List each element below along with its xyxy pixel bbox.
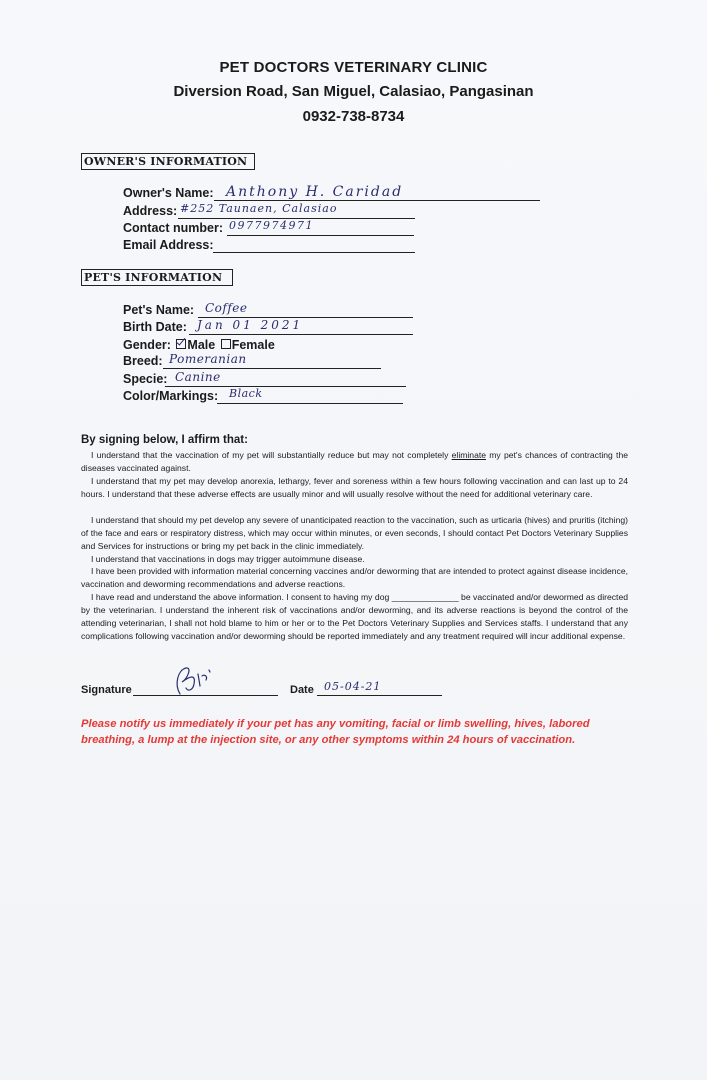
pet-specie-line bbox=[165, 386, 406, 387]
female-checkbox[interactable] bbox=[221, 339, 231, 349]
pet-birthdate-line bbox=[189, 334, 413, 335]
affirm-p1-text: I understand that the vaccination of my pet will substantially reduce but may not completely bbox=[91, 450, 452, 460]
post-vaccination-notice: Please notify us immediately if your pet has any vomiting, facial or limb swelling, hives, labored breathing, a lump at the injection site, or any other symptoms within 24 hours of vaccination. bbox=[81, 718, 590, 746]
pet-section-title: PET'S INFORMATION bbox=[81, 269, 233, 286]
affirm-p1-underlined: eliminate bbox=[451, 450, 487, 460]
pet-birthdate-value: Jan 01 2021 bbox=[197, 318, 304, 332]
male-checkbox[interactable] bbox=[176, 339, 186, 349]
owner-name-value: Anthony H. Caridad bbox=[226, 184, 404, 200]
date-value: 05-04-21 bbox=[324, 680, 382, 693]
owner-name-line bbox=[214, 200, 540, 201]
pet-specie-label: Specie: bbox=[123, 372, 168, 386]
owner-address-label: Address: bbox=[123, 204, 178, 218]
pet-breed-value: Pomeranian bbox=[169, 352, 247, 366]
female-option-label: Female bbox=[231, 338, 275, 352]
affirm-paragraph-1 bbox=[81, 449, 628, 475]
pet-breed-label: Breed: bbox=[123, 354, 163, 368]
date-label: Date bbox=[290, 684, 314, 696]
pet-gender-label: Gender: bbox=[123, 338, 171, 352]
owner-contact-label: Contact number: bbox=[123, 221, 223, 235]
pet-color-label: Color/Markings: bbox=[123, 389, 219, 403]
affirm-paragraph-4: I understand that vaccinations in dogs may trigger autoimmune disease. bbox=[91, 554, 365, 564]
owner-email-label: Email Address: bbox=[123, 238, 214, 252]
pet-specie-value: Canine bbox=[175, 370, 221, 384]
pet-color-line bbox=[217, 403, 403, 404]
signature-label: Signature bbox=[81, 684, 132, 696]
handwritten-signature bbox=[168, 664, 218, 698]
pet-name-label: Pet's Name: bbox=[123, 303, 195, 317]
affirm-p1-text-end: my pet's chances of contracting the diseases vaccinated against. bbox=[81, 450, 628, 473]
pet-breed-line bbox=[163, 368, 381, 369]
clinic-name: PET DOCTORS VETERINARY CLINIC bbox=[219, 59, 488, 76]
pet-color-value: Black bbox=[229, 387, 263, 400]
pet-name-value: Coffee bbox=[205, 301, 248, 315]
owner-address-value: #252 Taunaen, Calasiao bbox=[180, 202, 338, 215]
affirm-paragraph-5: I have been provided with information material concerning vaccines and/or deworming that are intended to protect against disease incidence, vaccination and deworming recommendations and adverse reactions. bbox=[81, 566, 628, 589]
affirm-title: By signing below, I affirm that: bbox=[81, 434, 248, 446]
owner-section-title: OWNER'S INFORMATION bbox=[81, 153, 255, 170]
owner-contact-line bbox=[227, 235, 414, 236]
owner-name-label: Owner's Name: bbox=[123, 186, 214, 200]
affirm-paragraph-2: I understand that my pet may develop anorexia, lethargy, fever and soreness within a few hours following vaccination and can last up to 24 hours. I understand that these adverse effects are usually minor and will usually resolve without the need for additional veterinary care. bbox=[81, 476, 628, 499]
affirm-paragraph-6: I have read and understand the above information. I consent to having my dog ______________ be vaccinated and/or dewormed as directed by the veterinarian. I understand the inherent risk of vaccinations and/or deworming, and its adverse reactions is beyond the control of the attending veterinarian, I shall not hold blame to him or her or to the Pet Doctors Veterinary Supplies and Services staffs. I understand that any complications following vaccination and/or deworming should be reported immediately and any treatment required will incur additional expense. bbox=[81, 592, 628, 641]
clinic-phone: 0932-738-8734 bbox=[302, 108, 405, 125]
owner-contact-value: 0977974971 bbox=[229, 219, 314, 232]
affirm-paragraph-3: I understand that should my pet develop any severe of unanticipated reaction to the vaccination, such as urticaria (hives) and pruritis (itching) of the face and ears or respiratory distress, which may occur within minutes, or even seconds, I should contact Pet Doctors Veterinary Supplies and Services for instructions or bring my pet back in the clinic immediately. bbox=[81, 515, 628, 551]
clinic-address: Diversion Road, San Miguel, Calasiao, Pangasinan bbox=[173, 83, 534, 100]
date-line[interactable] bbox=[317, 695, 442, 696]
pet-birthdate-label: Birth Date: bbox=[123, 320, 187, 334]
pet-gender-field bbox=[123, 338, 275, 352]
male-option-label: Male bbox=[187, 338, 216, 352]
owner-email-line bbox=[213, 252, 415, 253]
